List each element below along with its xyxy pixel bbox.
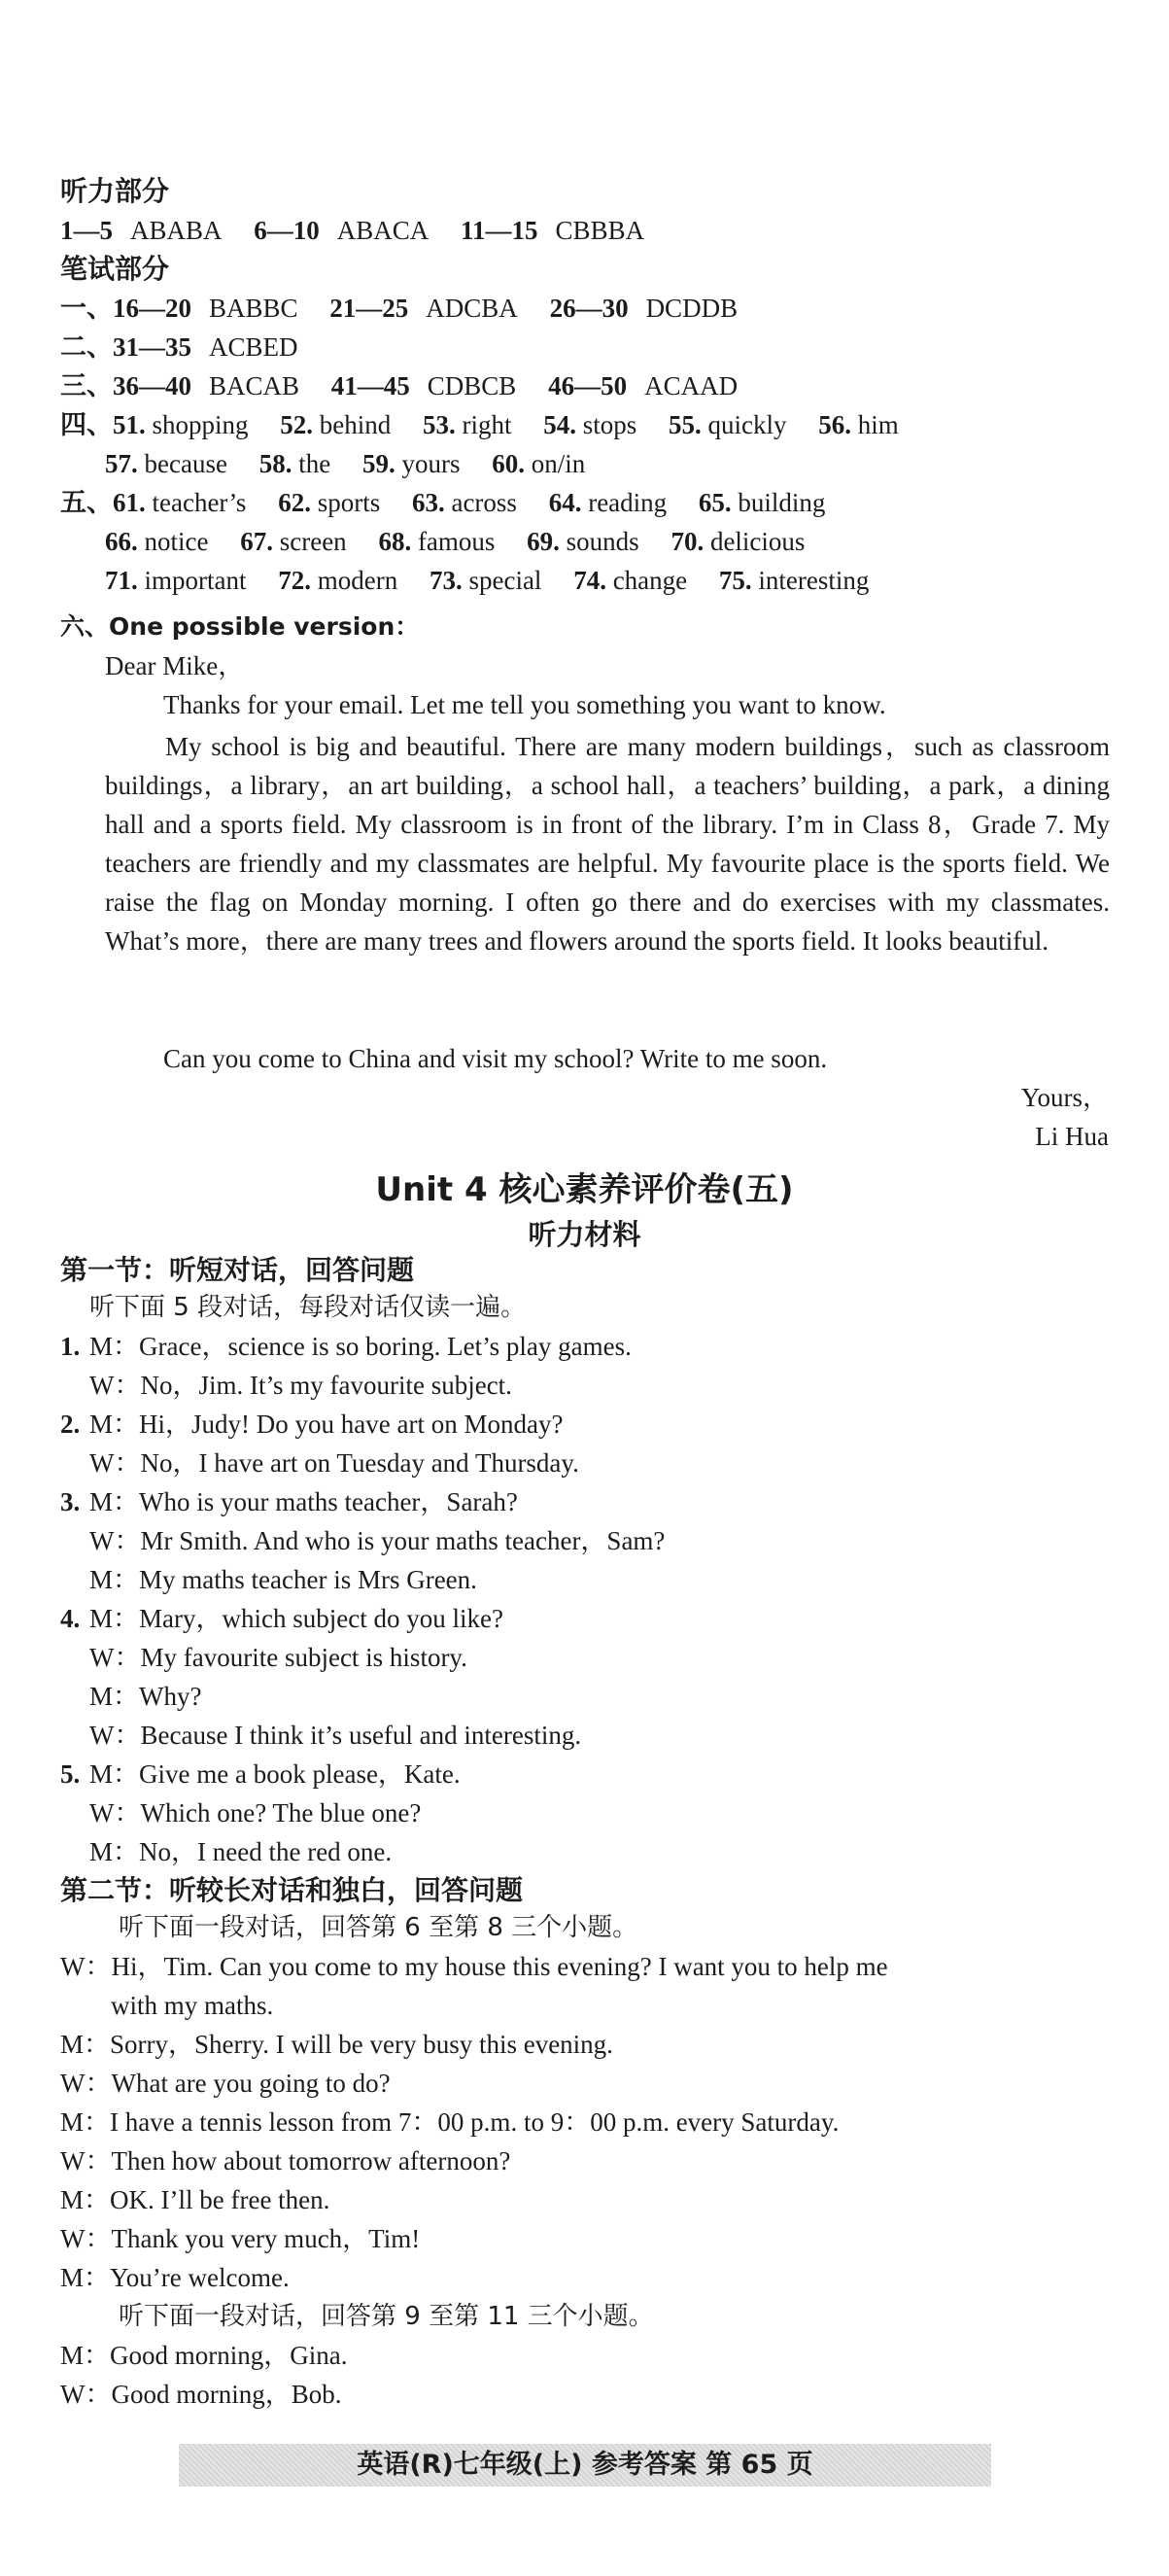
part-label: 五、 — [60, 488, 113, 518]
item-num: 57. — [105, 449, 138, 478]
letter-closing: Yours， — [1020, 1083, 1109, 1112]
part1-row — [60, 292, 738, 325]
item-word: him — [857, 410, 899, 439]
speaker: W： — [60, 2380, 112, 2409]
section1-title: 第一节：听短对话，回答问题 — [60, 1254, 415, 1286]
speaker: M： — [89, 1565, 140, 1594]
dialogue-line — [60, 1446, 579, 1479]
answers: DCDDB — [645, 294, 739, 323]
item-word: behind — [319, 410, 392, 439]
letter-signature: Li Hua — [1035, 1122, 1109, 1151]
part-label: 四、 — [60, 410, 113, 440]
dialogue-line — [60, 1563, 477, 1596]
speaker: M： — [89, 1410, 140, 1439]
part6-heading — [60, 610, 419, 644]
answers: ABACA — [336, 216, 430, 245]
utterance: What are you going to do? — [111, 2069, 391, 2098]
utterance: Mr Smith. And who is your maths teacher，Sam? — [140, 1526, 666, 1555]
part6-title: One possible version： — [109, 612, 420, 641]
speaker: W： — [89, 1448, 141, 1478]
utterance: Sorry，Sherry. I will be very busy this evening. — [110, 2030, 613, 2059]
dialogue-num: 5. — [60, 1759, 81, 1789]
speaker: M： — [89, 1487, 140, 1516]
utterance: Good morning，Bob. — [111, 2380, 342, 2409]
item-word: across — [451, 488, 517, 517]
speaker: M： — [89, 1332, 140, 1361]
dialogue-line — [60, 2339, 348, 2372]
utterance: Mary，which subject do you like? — [139, 1604, 503, 1633]
utterance: Which one? The blue one? — [140, 1798, 422, 1828]
answers: BABBC — [209, 294, 298, 323]
dialogue-num: 1. — [60, 1332, 81, 1361]
part-label: 一、 — [60, 294, 113, 324]
speaker: W： — [89, 1643, 141, 1672]
utterance: No，Jim. It’s my favourite subject. — [140, 1371, 512, 1400]
part4-row2 — [105, 447, 585, 480]
item-word: sports — [317, 488, 381, 517]
dialogue-num: 4. — [60, 1604, 81, 1633]
part3-row — [60, 369, 738, 402]
dialogue-line — [60, 1369, 512, 1402]
part-label: 二、 — [60, 332, 113, 363]
dialogue-line — [60, 2222, 420, 2255]
letter-paragraph-1: Thanks for your email. Let me tell you something you want to know. — [163, 690, 886, 719]
section2-instruction-1: 听下面一段对话，回答第 6 至第 8 三个小题。 — [119, 1913, 638, 1942]
item-num: 61. — [113, 488, 146, 517]
item-word: change — [612, 566, 688, 595]
dialogue-line — [60, 1719, 581, 1752]
utterance: Who is your maths teacher，Sarah? — [139, 1487, 518, 1516]
item-num: 72. — [278, 566, 311, 595]
dialogue-line — [60, 1680, 201, 1713]
item-num: 54. — [543, 410, 577, 439]
range: 6—10 — [254, 216, 320, 245]
answers: CBBBA — [555, 216, 645, 245]
item-num: 71. — [105, 566, 138, 595]
utterance: with my maths. — [111, 1991, 274, 2020]
speaker: M： — [60, 2341, 111, 2370]
item-word: yours — [401, 449, 461, 478]
listening-section-heading: 听力部分 — [60, 175, 170, 207]
item-word: interesting — [758, 566, 870, 595]
utterance: You’re welcome. — [110, 2263, 290, 2292]
answers: BACAB — [209, 371, 300, 400]
utterance: Good morning，Gina. — [110, 2341, 348, 2370]
letter-paragraph-3: Can you come to China and visit my school? Write to me soon. — [163, 1044, 828, 1073]
dialogue-num: 3. — [60, 1487, 81, 1516]
item-num: 70. — [670, 527, 705, 556]
utterance: No，I need the red one. — [139, 1837, 393, 1866]
dialogue-line — [60, 2261, 290, 2294]
dialogue-line — [60, 2106, 839, 2139]
item-num: 62. — [278, 488, 311, 517]
item-num: 66. — [105, 527, 138, 556]
item-num: 65. — [698, 488, 732, 517]
item-num: 63. — [411, 488, 445, 517]
item-num: 60. — [492, 449, 525, 478]
item-word: delicious — [709, 527, 806, 556]
dialogue-line — [60, 2028, 613, 2061]
item-word: stops — [582, 410, 637, 439]
utterance: No，I have art on Tuesday and Thursday. — [140, 1448, 579, 1478]
item-word: reading — [588, 488, 668, 517]
part-label: 三、 — [60, 371, 113, 401]
item-num: 52. — [280, 410, 314, 439]
part4-row1 — [60, 408, 899, 441]
speaker: M： — [89, 1837, 140, 1866]
item-num: 74. — [573, 566, 606, 595]
item-word: teacher’s — [152, 488, 247, 517]
item-num: 59. — [361, 449, 395, 478]
part-label: 六、 — [60, 612, 110, 641]
item-word: sounds — [566, 527, 639, 556]
speaker: M： — [60, 2185, 111, 2214]
speaker: W： — [89, 1371, 141, 1400]
utterance: Give me a book please，Kate. — [139, 1759, 461, 1789]
item-word: modern — [317, 566, 398, 595]
dialogue-line — [60, 1524, 665, 1557]
utterance: I have a tennis lesson from 7：00 p.m. to 9：00 p.m. every Saturday. — [110, 2107, 840, 2137]
speaker: W： — [60, 2146, 112, 2176]
range: 16—20 — [113, 294, 191, 323]
speaker: W： — [89, 1721, 141, 1750]
range: 26—30 — [549, 294, 629, 323]
section2-instruction-2: 听下面一段对话，回答第 9 至第 11 三个小题。 — [119, 2302, 654, 2331]
item-num: 69. — [527, 527, 560, 556]
speaker: M： — [89, 1682, 140, 1711]
utterance: Then how about tomorrow afternoon? — [111, 2146, 511, 2176]
dialogue-num: 2. — [60, 1410, 81, 1439]
speaker: M： — [60, 2107, 111, 2137]
answers: CDBCB — [427, 371, 517, 400]
item-word: building — [738, 488, 826, 517]
utterance: Because I think it’s useful and interesting. — [140, 1721, 582, 1750]
item-num: 64. — [548, 488, 582, 517]
utterance: OK. I’ll be free then. — [110, 2185, 330, 2214]
written-section-heading: 笔试部分 — [60, 253, 170, 285]
letter-paragraph-2: My school is big and beautiful. There are many modern buildings，such as classroom buildings，a library，an art building，a school hall，a teachers’ building，a park，a dining hall and a sports field. My classroom is in front of the library. I’m in Class 8，Grade 7. My teachers are friendly and my classmates are helpful. My favourite place is the sports field. We raise the flag on Monday morning. I often go there and do exercises with my classmates. What’s more，there are many trees and flowers around the sports field. It looks beautiful. — [105, 732, 1110, 956]
utterance: Grace，science is so boring. Let’s play games. — [139, 1332, 632, 1361]
item-num: 67. — [240, 527, 273, 556]
item-word: right — [462, 410, 512, 439]
utterance: Thank you very much，Tim! — [111, 2224, 421, 2253]
part5-row2 — [105, 525, 805, 558]
section1-instruction: 听下面 5 段对话，每段对话仅读一遍。 — [89, 1293, 527, 1322]
page-footer: 英语(R)七年级(上) 参考答案 第 65 页 — [179, 2444, 991, 2487]
item-word: quickly — [707, 410, 787, 439]
speaker: M： — [60, 2030, 111, 2059]
dialogue-line — [60, 2378, 342, 2411]
item-num: 75. — [718, 566, 752, 595]
answers: ADCBA — [426, 294, 518, 323]
dialogue-line — [60, 1641, 467, 1674]
item-num: 56. — [818, 410, 852, 439]
item-num: 53. — [423, 410, 456, 439]
section2-title: 第二节：听较长对话和独白，回答问题 — [60, 1874, 524, 1906]
range: 46—50 — [548, 371, 628, 400]
item-num: 51. — [113, 410, 146, 439]
dialogue-line — [60, 1408, 563, 1441]
answers: ACAAD — [644, 371, 739, 400]
letter-greeting: Dear Mike， — [105, 651, 245, 680]
speaker: W： — [89, 1798, 141, 1828]
answers: ACBED — [209, 332, 298, 362]
part2-row — [60, 331, 298, 364]
dialogue-line — [60, 1950, 888, 1983]
item-num: 55. — [669, 410, 702, 439]
item-word: on/in — [531, 449, 586, 478]
item-num: 73. — [429, 566, 463, 595]
dialogue-line — [60, 1796, 421, 1829]
part5-row1 — [60, 486, 825, 519]
speaker: M： — [89, 1604, 140, 1633]
range: 36—40 — [113, 371, 191, 400]
utterance: My favourite subject is history. — [140, 1643, 467, 1672]
utterance: Why? — [139, 1682, 202, 1711]
utterance: Hi，Judy! Do you have art on Monday? — [139, 1410, 564, 1439]
range: 1—5 — [60, 216, 113, 245]
item-word: famous — [417, 527, 496, 556]
dialogue-line — [60, 2183, 329, 2216]
dialogue-line — [60, 2067, 391, 2100]
range: 21—25 — [329, 294, 409, 323]
dialogue-line — [60, 2144, 510, 2177]
utterance: My maths teacher is Mrs Green. — [139, 1565, 477, 1594]
speaker: W： — [60, 2224, 112, 2253]
dialogue-line — [60, 1758, 461, 1791]
speaker: W： — [60, 1952, 112, 1981]
range: 41—45 — [330, 371, 410, 400]
range: 11—15 — [461, 216, 538, 245]
material-title: 听力材料 — [528, 1218, 641, 1251]
range: 31—35 — [113, 332, 191, 362]
utterance: Hi，Tim. Can you come to my house this evening? I want you to help me — [111, 1952, 888, 1981]
item-word: shopping — [152, 410, 249, 439]
item-word: because — [144, 449, 227, 478]
listening-answers-row — [60, 214, 644, 247]
dialogue-line — [60, 1330, 632, 1363]
item-num: 68. — [378, 527, 412, 556]
dialogue-line — [60, 1835, 392, 1868]
dialogue-line — [60, 1602, 503, 1635]
speaker: W： — [89, 1526, 141, 1555]
item-word: notice — [144, 527, 209, 556]
dialogue-line — [60, 1485, 518, 1518]
speaker: W： — [60, 2069, 112, 2098]
item-word: the — [298, 449, 331, 478]
item-word: screen — [279, 527, 347, 556]
answers: ABABA — [130, 216, 223, 245]
item-num: 58. — [258, 449, 292, 478]
item-word: special — [468, 566, 542, 595]
speaker: M： — [89, 1759, 140, 1789]
dialogue-line — [111, 1989, 273, 2022]
unit-title: Unit 4 核心素养评价卷(五) — [375, 1170, 794, 1209]
speaker: M： — [60, 2263, 111, 2292]
item-word: important — [144, 566, 247, 595]
part5-row3 — [105, 564, 869, 597]
